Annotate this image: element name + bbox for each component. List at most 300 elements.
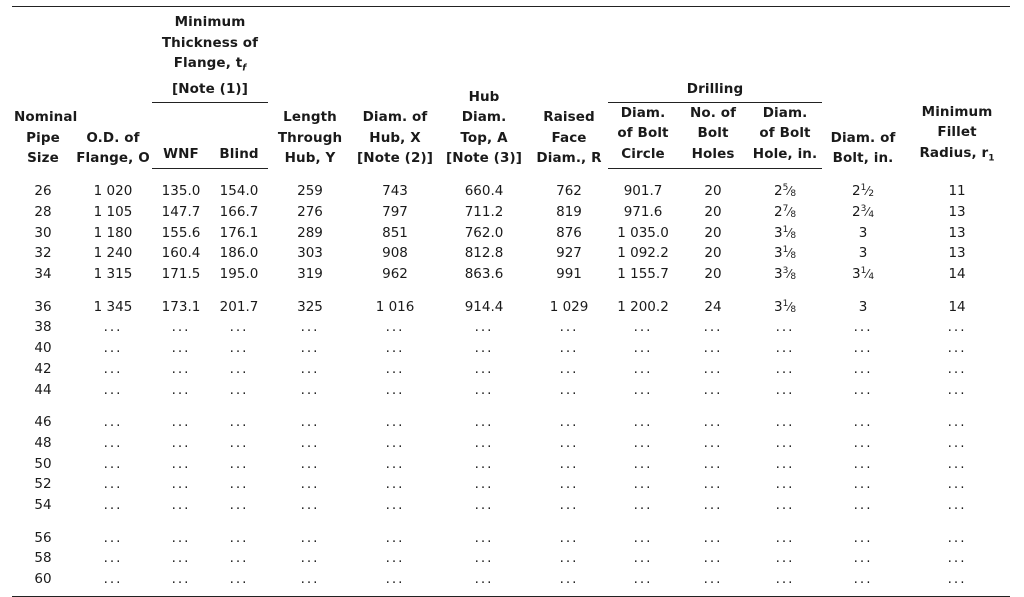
cell-blind: 166.7 [219,203,259,220]
header-line: Diam. of [362,109,428,126]
cell-wnf: 171.5 [161,266,201,282]
header-line: Holes [691,145,735,162]
cell-nominal-pipe-size: 38 [34,319,52,336]
fraction [783,266,796,282]
cell-hub-top-a: ... [474,455,494,472]
header-line: Minimum [921,103,993,120]
cell-bolt-diam: ... [853,571,873,588]
cell-hub-x: 797 [382,203,408,220]
cell-blind: ... [229,497,249,514]
cell-length-y: 325 [297,298,323,315]
fraction [783,183,796,199]
cell-raised-face-r: 927 [556,245,582,262]
cell-nominal-pipe-size: 44 [34,381,52,398]
cell-hub-x: ... [385,360,405,377]
cell-fillet-radius: ... [947,340,967,357]
cell-length-y: ... [300,381,320,398]
header-line: [Note (1)] [172,81,248,98]
cell-wnf: ... [171,414,191,431]
fraction-whole: 3 [858,245,868,262]
cell-bolt-circle: ... [633,340,653,357]
cell-bolt-circle: ... [633,529,653,546]
cell-bolt-circle: ... [633,476,653,493]
cell-hub-x: ... [385,319,405,336]
header-diam-of-bolt-hole [748,102,822,169]
header-line: Thickness of [161,34,259,51]
cell-bolt-circle: ... [633,381,653,398]
cell-hub-x: ... [385,434,405,451]
cell-hub-x: 908 [382,245,408,262]
cell-wnf: 147.7 [161,203,201,220]
cell-hub-top-a: 762.0 [464,224,504,241]
cell-bolt-hole-diam: ... [775,550,795,567]
cell-length-y: ... [300,571,320,588]
table-row [12,454,1010,475]
cell-od: ... [103,476,123,493]
cell-wnf: ... [171,529,191,546]
table-header [12,7,1010,169]
cell-nominal-pipe-size: 56 [34,529,52,546]
cell-hub-x: ... [385,340,405,357]
cell-hub-top-a: ... [474,340,494,357]
header-line: Size [27,150,59,167]
fraction-slash: ⁄ [866,204,869,219]
header-line: Bolt, in. [832,150,894,167]
cell-fillet-radius: 14 [948,266,966,282]
cell-hub-x: ... [385,476,405,493]
cell-blind: ... [229,550,249,567]
header-raised-face-diam [530,7,608,169]
cell-bolt-circle: ... [633,550,653,567]
cell-nominal-pipe-size: 36 [34,298,52,315]
cell-nominal-pipe-size: 34 [34,266,52,282]
cell-raised-face-r: ... [559,381,579,398]
cell-length-y: 303 [297,245,323,262]
header-line: Hub [468,88,500,105]
header-line: Diam. of [830,129,896,146]
cell-bolt-hole-diam [748,223,822,244]
cell-length-y: ... [300,414,320,431]
cell-hub-top-a: 812.8 [464,245,504,262]
table-row [12,317,1010,338]
cell-fillet-radius: ... [947,476,967,493]
header-line: Diam., R [536,150,602,167]
header-hub-diam-top [438,7,530,169]
cell-bolt-diam: ... [853,340,873,357]
cell-length-y: ... [300,319,320,336]
cell-wnf: ... [171,497,191,514]
cell-nominal-pipe-size: 26 [34,182,52,199]
cell-bolt-diam: ... [853,529,873,546]
cell-bolt-diam: ... [853,476,873,493]
header-line: [Note (2)] [357,150,433,167]
fraction [783,299,796,315]
fraction-whole: 3 [773,266,783,282]
cell-bolt-hole-diam: ... [775,340,795,357]
fraction [783,245,796,261]
cell-hub-x: 743 [382,182,408,199]
table-body [12,169,1010,597]
cell-bolt-holes: ... [703,455,723,472]
header-minimum-thickness [152,7,268,103]
cell-raised-face-r: ... [559,529,579,546]
header-line: Diam. [620,104,666,121]
cell-raised-face-r: ... [559,434,579,451]
cell-fillet-radius: 13 [948,245,966,262]
cell-hub-x: ... [385,550,405,567]
header-nominal-pipe-size [12,7,78,169]
cell-raised-face-r: 1 029 [549,298,589,315]
fraction-denominator: 8 [790,272,797,282]
cell-hub-x: 1 016 [375,298,415,315]
cell-fillet-radius: ... [947,455,967,472]
cell-wnf: 160.4 [161,245,201,262]
fraction-whole: 2 [773,183,783,200]
cell-hub-top-a: 914.4 [464,298,504,315]
cell-bolt-holes: ... [703,529,723,546]
table-row [12,433,1010,454]
fraction-slash: ⁄ [788,184,791,199]
cell-bolt-holes: 20 [704,266,722,282]
header-drilling: Drilling [608,7,822,103]
cell-od: ... [103,381,123,398]
fraction-whole: 3 [773,298,783,315]
cell-raised-face-r: ... [559,455,579,472]
cell-bolt-hole-diam [748,243,822,264]
header-line: Hole, in. [752,145,818,162]
fraction-whole: 3 [858,224,868,241]
fraction-slash: ⁄ [866,267,869,281]
header-line: Hub, X [369,129,421,146]
header-line [906,143,1008,169]
fraction-slash: ⁄ [788,246,791,261]
cell-blind: ... [229,340,249,357]
cell-raised-face-r: 991 [556,266,582,282]
header-fillet-text: Radius, r [919,144,989,161]
header-line: Fillet [937,124,977,140]
cell-length-y: ... [300,550,320,567]
cell-hub-top-a: ... [474,550,494,567]
cell-raised-face-r: 762 [556,182,582,199]
cell-hub-top-a: ... [474,414,494,431]
cell-bolt-diam: ... [853,455,873,472]
cell-length-y: 276 [297,203,323,220]
table-row [12,474,1010,495]
header-line: of Bolt [617,125,669,142]
table-row [12,569,1010,596]
fraction-denominator: 8 [790,230,797,241]
fraction-slash: ⁄ [788,225,791,240]
header-line: Length [283,109,337,126]
cell-bolt-circle: 1 035.0 [617,224,669,241]
fraction-denominator: 4 [868,272,875,282]
cell-bolt-holes: 24 [704,298,722,315]
cell-bolt-holes: ... [703,476,723,493]
cell-hub-top-a: ... [474,319,494,336]
cell-bolt-hole-diam: ... [775,414,795,431]
cell-fillet-radius: ... [947,571,967,588]
cell-nominal-pipe-size: 28 [34,203,52,220]
cell-fillet-radius: 11 [948,182,966,199]
table-row [12,380,1010,401]
cell-hub-top-a: 863.6 [464,266,504,282]
header-line: O.D. of [86,129,140,146]
cell-od: 1 240 [93,245,133,262]
header-fillet-subscript: 1 [988,153,995,164]
cell-nominal-pipe-size: 30 [34,224,52,241]
cell-hub-x: ... [385,414,405,431]
fraction-numerator: 1 [860,182,867,193]
cell-raised-face-r: ... [559,476,579,493]
cell-nominal-pipe-size: 48 [34,434,52,451]
cell-nominal-pipe-size: 42 [34,360,52,377]
cell-bolt-holes: ... [703,340,723,357]
cell-bolt-holes: ... [703,319,723,336]
cell-hub-x: 962 [382,266,408,282]
cell-wnf: ... [171,434,191,451]
cell-nominal-pipe-size: 40 [34,340,52,357]
cell-hub-x: ... [385,497,405,514]
cell-length-y: ... [300,340,320,357]
fraction-denominator: 8 [790,189,797,200]
cell-blind: 195.0 [219,266,259,282]
cell-hub-top-a: ... [474,571,494,588]
cell-raised-face-r: ... [559,414,579,431]
table-row [12,243,1010,264]
cell-hub-x: ... [385,529,405,546]
fraction-whole: 3 [773,245,783,262]
cell-bolt-holes: 20 [704,245,722,262]
cell-bolt-hole-diam [748,202,822,223]
cell-fillet-radius: ... [947,434,967,451]
fraction-numerator: 3 [782,266,789,276]
cell-bolt-holes: ... [703,381,723,398]
header-diam-of-bolt-circle [608,102,678,169]
cell-od: 1 020 [93,182,133,199]
cell-bolt-diam: ... [853,319,873,336]
cell-bolt-hole-diam: ... [775,455,795,472]
cell-fillet-radius: 14 [948,298,966,315]
cell-bolt-holes: 20 [704,183,722,200]
cell-bolt-diam [822,285,904,318]
header-line: Diam. [762,104,808,121]
table-row [12,338,1010,359]
cell-wnf: 173.1 [161,298,201,315]
cell-length-y: ... [300,497,320,514]
cell-bolt-diam: ... [853,360,873,377]
cell-bolt-diam: ... [853,497,873,514]
cell-od: 1 180 [93,224,133,241]
cell-blind: 176.1 [219,224,259,241]
cell-bolt-circle: 1 155.7 [617,266,669,282]
cell-od: ... [103,529,123,546]
cell-fillet-radius: ... [947,550,967,567]
cell-bolt-holes: ... [703,571,723,588]
cell-blind: 186.0 [219,245,259,262]
table-row [12,495,1010,516]
cell-raised-face-r: ... [559,340,579,357]
cell-length-y: ... [300,476,320,493]
cell-nominal-pipe-size: 50 [34,455,52,472]
header-diam-of-hub [352,7,438,169]
cell-bolt-circle: 901.7 [623,183,663,200]
cell-bolt-holes: ... [703,360,723,377]
header-no-of-bolt-holes [678,102,748,169]
cell-bolt-holes: ... [703,497,723,514]
table-row [12,548,1010,569]
cell-od: ... [103,550,123,567]
cell-bolt-hole-diam: ... [775,381,795,398]
cell-wnf: ... [171,319,191,336]
cell-bolt-holes: ... [703,550,723,567]
cell-od: 1 345 [93,298,133,315]
cell-fillet-radius: 13 [948,203,966,220]
header-line: Nominal [14,109,78,126]
cell-bolt-hole-diam: ... [775,319,795,336]
cell-blind: ... [229,476,249,493]
header-line: Bolt [697,125,729,142]
cell-length-y: ... [300,360,320,377]
cell-nominal-pipe-size: 54 [34,497,52,514]
cell-wnf: ... [171,340,191,357]
cell-bolt-circle: 1 200.2 [617,298,669,315]
cell-bolt-circle: ... [633,455,653,472]
cell-length-y: 259 [297,182,323,199]
cell-hub-x: 851 [382,224,408,241]
cell-wnf: ... [171,360,191,377]
header-thickness-subscript: f [242,63,247,74]
cell-bolt-circle: 971.6 [623,203,663,220]
cell-hub-top-a: ... [474,381,494,398]
header-line: Face [551,129,587,146]
fraction-numerator: 1 [782,245,789,256]
cell-bolt-diam [822,169,904,202]
fraction-numerator: 1 [782,224,789,235]
cell-blind: ... [229,360,249,377]
cell-od: ... [103,455,123,472]
cell-raised-face-r: ... [559,319,579,336]
fraction-whole: 3 [852,266,861,282]
cell-fillet-radius: 13 [948,224,966,241]
header-line: Top, A [460,129,508,146]
cell-fillet-radius: ... [947,414,967,431]
cell-length-y: ... [300,434,320,451]
cell-wnf: ... [171,550,191,567]
header-minimum-fillet-radius [904,7,1010,169]
fraction-numerator: 7 [782,203,789,214]
fraction-numerator: 1 [782,298,789,309]
fraction-slash: ⁄ [788,267,791,281]
cell-blind: ... [229,381,249,398]
fraction-denominator: 8 [790,304,797,315]
header-length-through-hub [268,7,352,169]
cell-bolt-circle: ... [633,360,653,377]
fraction-slash: ⁄ [788,299,791,314]
cell-od: ... [103,497,123,514]
cell-hub-x: ... [385,571,405,588]
cell-bolt-diam: ... [853,550,873,567]
cell-bolt-circle: 1 092.2 [617,245,669,262]
cell-fillet-radius: ... [947,360,967,377]
cell-blind: ... [229,571,249,588]
header-line: Through [277,129,343,146]
cell-bolt-diam [822,243,904,264]
cell-nominal-pipe-size: 60 [34,571,52,588]
table-row [12,400,1010,433]
cell-bolt-diam: ... [853,414,873,431]
cell-nominal-pipe-size: 58 [34,550,52,567]
fraction-numerator: 5 [782,183,789,194]
cell-raised-face-r: ... [559,497,579,514]
fraction-denominator: 4 [868,209,875,220]
cell-wnf: 155.6 [161,224,201,241]
fraction-whole: 3 [773,224,783,241]
cell-bolt-circle: ... [633,434,653,451]
cell-bolt-diam [822,223,904,244]
cell-bolt-hole-diam: ... [775,529,795,546]
cell-od: ... [103,340,123,357]
fraction-whole: 3 [858,298,868,315]
cell-od: 1 315 [93,266,133,282]
cell-bolt-circle: ... [633,319,653,336]
cell-bolt-circle: ... [633,571,653,588]
cell-raised-face-r: ... [559,360,579,377]
header-line: Diam. [461,109,507,126]
flange-dimensions-table [12,6,1010,597]
fraction [861,183,874,199]
header-line: Raised [543,109,595,126]
cell-blind: 201.7 [219,298,259,315]
cell-blind: ... [229,455,249,472]
cell-bolt-holes: ... [703,434,723,451]
cell-wnf: ... [171,381,191,398]
cell-nominal-pipe-size: 32 [34,245,52,262]
cell-bolt-holes: 20 [704,224,722,241]
fraction-whole: 2 [852,182,861,199]
fraction [783,225,796,241]
cell-hub-top-a: ... [474,529,494,546]
cell-wnf: ... [171,476,191,493]
header-line: Pipe [26,129,60,146]
cell-wnf: ... [171,455,191,472]
cell-bolt-diam [822,264,904,285]
table-row [12,359,1010,380]
cell-nominal-pipe-size: 46 [34,414,52,431]
cell-od: ... [103,414,123,431]
fraction-whole: 2 [773,203,783,220]
cell-blind: 154.0 [219,183,259,200]
header-line [154,53,266,79]
cell-bolt-circle: ... [633,497,653,514]
cell-raised-face-r: 876 [556,224,582,241]
header-thickness-text: Flange, t [173,55,243,71]
cell-bolt-hole-diam: ... [775,571,795,588]
cell-bolt-hole-diam: ... [775,434,795,451]
cell-bolt-holes: 20 [704,203,722,220]
cell-od: ... [103,434,123,451]
cell-bolt-diam: ... [853,434,873,451]
header-line: Hub, Y [284,150,336,167]
cell-wnf: ... [171,571,191,588]
cell-raised-face-r: ... [559,550,579,567]
cell-fillet-radius: ... [947,497,967,514]
fraction-denominator: 8 [790,251,797,262]
table-row [12,264,1010,285]
cell-od: ... [103,571,123,588]
fraction [861,204,874,220]
fraction-slash: ⁄ [866,183,869,198]
cell-bolt-hole-diam [748,169,822,202]
